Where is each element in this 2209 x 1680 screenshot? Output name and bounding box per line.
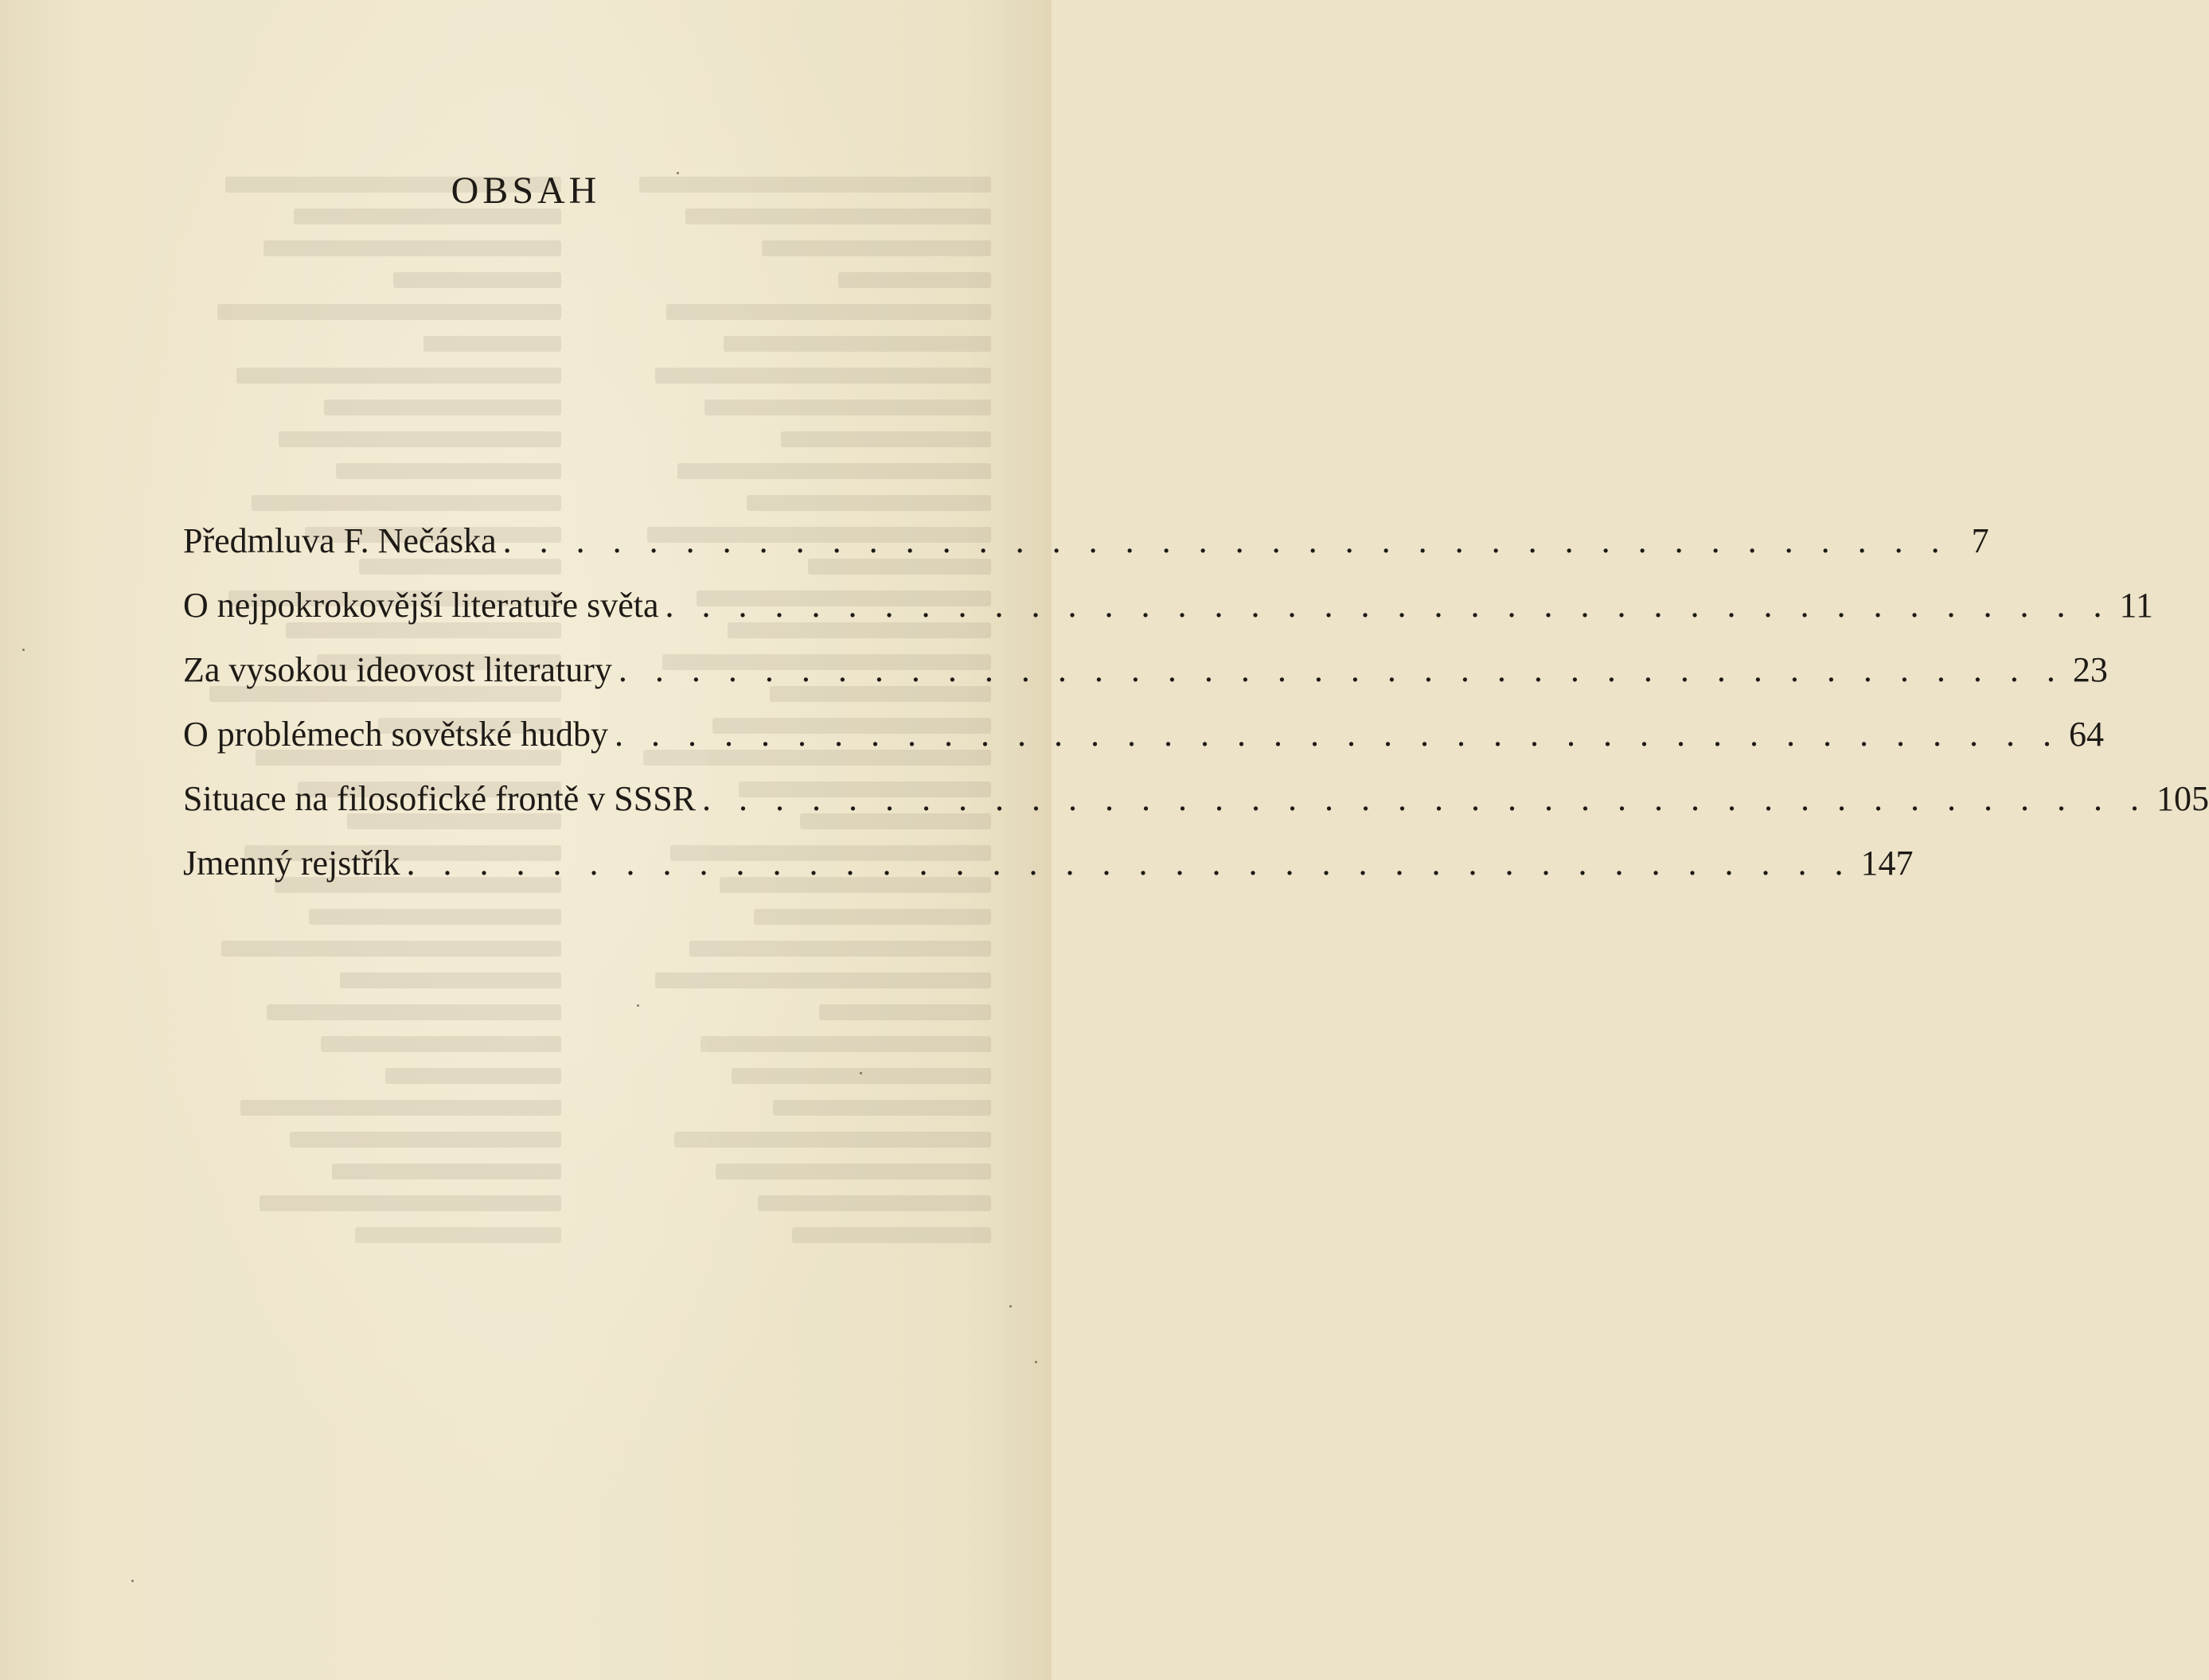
- dot-leader: . . . . . . . . . . . . . . . . . . . . . . . . . . . . . . . . . . . . . . . .: [406, 844, 1853, 883]
- toc-entry-page: 64: [2069, 715, 2104, 754]
- toc-entry-title: O problémech sovětské hudby: [183, 715, 608, 754]
- dot-leader: . . . . . . . . . . . . . . . . . . . . . . . . . . . . . . . . . . . . . . . .: [618, 650, 2065, 689]
- toc-entry: [183, 646, 2108, 711]
- dot-leader: . . . . . . . . . . . . . . . . . . . . . . . . . . . . . . . . . . . . . . . .: [615, 715, 2061, 754]
- toc-entry: [183, 840, 1914, 904]
- toc-entry-title: Jmenný rejstřík: [183, 844, 400, 883]
- toc-entry-page: 23: [2072, 650, 2108, 689]
- toc-entry: [183, 582, 2153, 646]
- toc-entry-title: O nejpokrokovější literatuře světa: [183, 586, 659, 625]
- paper-speck: [860, 1072, 862, 1074]
- paper-speck: [637, 1004, 639, 1007]
- paper-speck: [131, 1580, 134, 1582]
- paper-speck: [1035, 1361, 1037, 1363]
- toc-entry-page: 11: [2119, 586, 2153, 625]
- dot-leader: . . . . . . . . . . . . . . . . . . . . . . . . . . . . . . . . . . . . . . . .: [502, 521, 1949, 560]
- table-of-contents: [183, 517, 2209, 904]
- contents-heading: OBSAH: [451, 170, 601, 212]
- toc-entry: [183, 711, 2104, 775]
- toc-entry-page: 7: [1971, 521, 1989, 560]
- toc-entry-title: Předmluva F. Nečáska: [183, 521, 497, 560]
- toc-entry-page: 105: [2156, 779, 2209, 818]
- dot-leader: . . . . . . . . . . . . . . . . . . . . . . . . . . . . . . . . . . . . . . . .: [702, 779, 2149, 818]
- paper-speck: [677, 172, 679, 174]
- toc-entry-title: Za vysokou ideovost literatury: [183, 650, 612, 689]
- toc-entry-title: Situace na filosofické frontě v SSSR: [183, 779, 697, 818]
- paper-speck: [22, 649, 25, 651]
- toc-entry-page: 147: [1860, 844, 1914, 883]
- paper-speck: [1009, 1305, 1012, 1308]
- toc-entry: [183, 775, 2209, 840]
- dot-leader: . . . . . . . . . . . . . . . . . . . . . . . . . . . . . . . . . . . . . . . .: [665, 586, 2112, 625]
- toc-entry: [183, 517, 1989, 582]
